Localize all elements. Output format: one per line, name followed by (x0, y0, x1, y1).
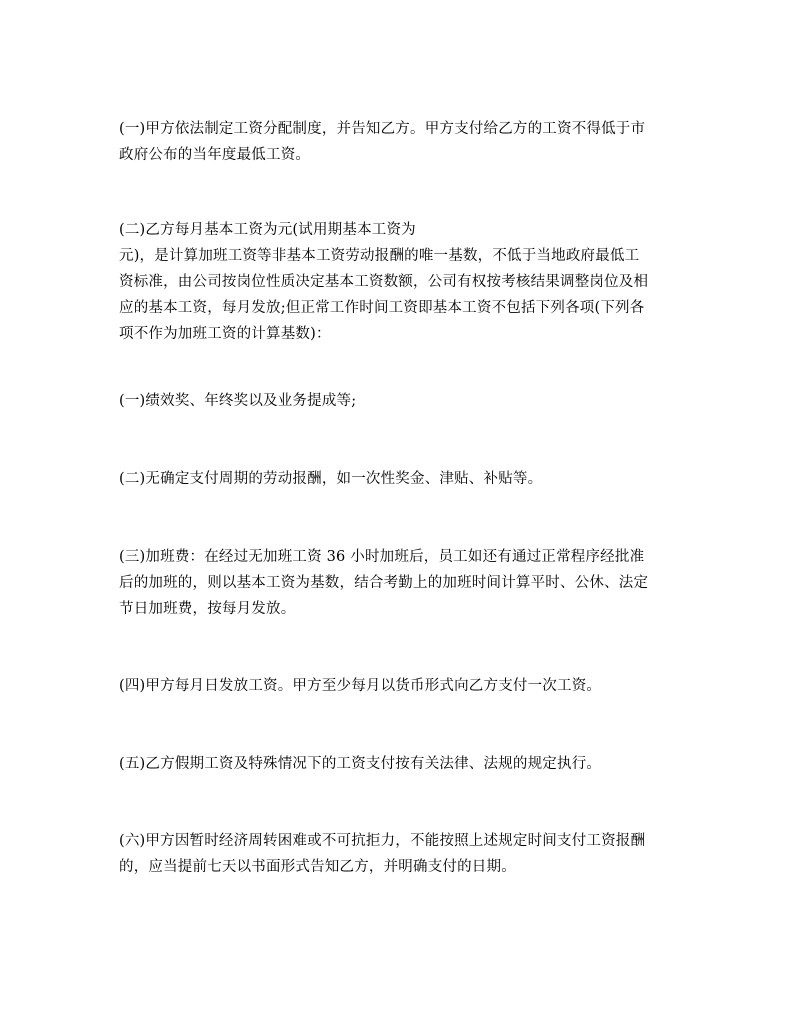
paragraph-line: 政府公布的当年度最低工资。 (119, 147, 311, 163)
paragraph-line: (五)乙方假期工资及特殊情况下的工资支付按有关法律、法规的规定执行。 (119, 756, 602, 772)
paragraph-line: (四)甲方每月日发放工资。甲方至少每月以货币形式向乙方支付一次工资。 (119, 678, 602, 694)
paragraph-line: 后的加班的，则以基本工资为基数，结合考勤上的加班时间计算平时、公休、法定 (119, 575, 649, 591)
paragraph-2 (119, 217, 684, 347)
paragraph-line: 应的基本工资，每月发放;但正常工作时间工资即基本工资不包括下列各项(下列各 (119, 300, 645, 316)
paragraph-3 (119, 388, 684, 414)
paragraph-line: (二)乙方每月基本工资为元(试用期基本工资为 (119, 222, 416, 238)
paragraph-5 (119, 544, 684, 622)
paragraph-1 (119, 116, 684, 168)
paragraph-6 (119, 673, 684, 699)
paragraph-line: 节日加班费，按每月发放。 (119, 601, 296, 617)
paragraph-line: (二)无确定支付周期的劳动报酬，如一次性奖金、津贴、补贴等。 (119, 471, 543, 487)
paragraph-8 (119, 828, 684, 880)
paragraph-line: 项不作为加班工资的计算基数)： (119, 326, 331, 342)
paragraph-line: (六)甲方因暂时经济周转困难或不可抗拒力，不能按照上述规定时间支付工资报酬 (119, 833, 646, 849)
paragraph-line: 资标准，由公司按岗位性质决定基本工资数额，公司有权按考核结果调整岗位及相 (119, 274, 649, 290)
paragraph-line: (三)加班费：在经过无加班工资 36 小时加班后，员工如还有通过正常程序经批准 (119, 549, 645, 565)
paragraph-line: 元)，是计算加班工资等非基本工资劳动报酬的唯一基数，不低于当地政府最低工 (119, 248, 640, 264)
paragraph-7 (119, 751, 684, 777)
paragraph-line: (一)绩效奖、年终奖以及业务提成等; (119, 393, 357, 409)
paragraph-line: 的，应当提前七天以书面形式告知乙方，并明确支付的日期。 (119, 859, 516, 875)
paragraph-4 (119, 466, 684, 492)
paragraph-line: (一)甲方依法制定工资分配制度，并告知乙方。甲方支付给乙方的工资不得低于市 (119, 121, 646, 137)
